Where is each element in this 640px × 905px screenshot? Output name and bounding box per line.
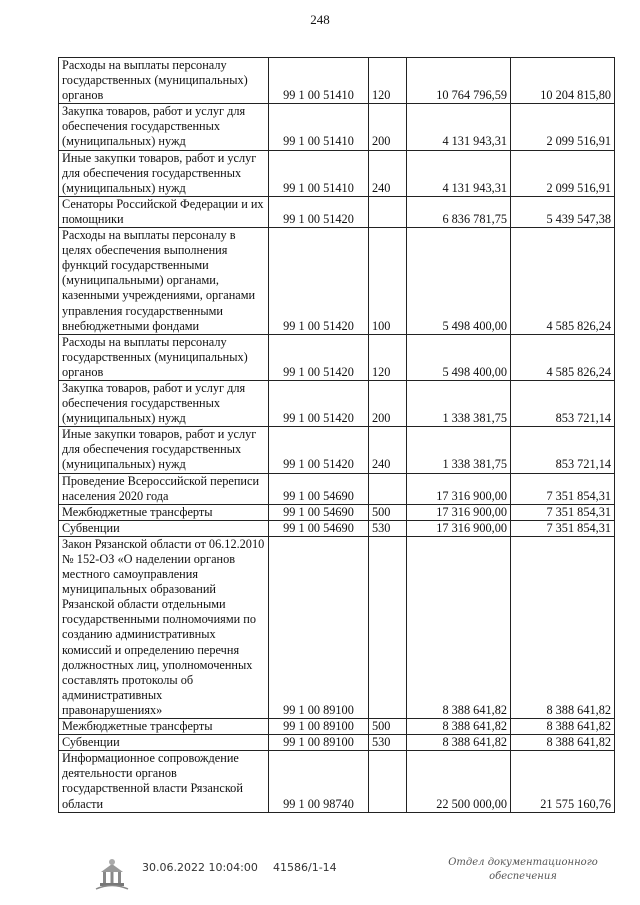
table-row <box>59 58 615 104</box>
table-row <box>59 719 615 735</box>
row-sum-2: 4 585 826,24 <box>511 334 615 380</box>
row-type: 200 <box>369 104 407 150</box>
row-type <box>369 196 407 227</box>
row-sum-1: 8 388 641,82 <box>407 719 511 735</box>
row-sum-1: 6 836 781,75 <box>407 196 511 227</box>
table-row <box>59 427 615 473</box>
row-sum-1: 17 316 900,00 <box>407 473 511 504</box>
row-sum-2: 4 585 826,24 <box>511 228 615 335</box>
row-sum-2: 8 388 641,82 <box>511 536 615 718</box>
row-name: Закупка товаров, работ и услуг для обеспечения государственных (муниципальных) нужд <box>59 380 269 426</box>
row-code: 99 1 00 51420 <box>269 380 369 426</box>
footer <box>0 852 640 902</box>
row-name: Межбюджетные трансферты <box>59 504 269 520</box>
row-sum-1: 1 338 381,75 <box>407 427 511 473</box>
row-code: 99 1 00 89100 <box>269 536 369 718</box>
row-sum-2: 8 388 641,82 <box>511 719 615 735</box>
budget-table-body <box>59 58 615 813</box>
row-type: 120 <box>369 58 407 104</box>
row-sum-2: 21 575 160,76 <box>511 751 615 812</box>
row-type: 240 <box>369 427 407 473</box>
row-sum-1: 17 316 900,00 <box>407 504 511 520</box>
row-name: Расходы на выплаты персоналу государственных (муниципальных) органов <box>59 58 269 104</box>
table-row <box>59 473 615 504</box>
row-type <box>369 751 407 812</box>
row-type: 240 <box>369 150 407 196</box>
row-sum-1: 5 498 400,00 <box>407 334 511 380</box>
row-type: 500 <box>369 719 407 735</box>
table-row <box>59 196 615 227</box>
row-name: Расходы на выплаты персоналу в целях обеспечения выполнения функций государственными (муниципальными) органами, казенными учреждениями, органами управления государственными внебюджетными фондами <box>59 228 269 335</box>
row-sum-2: 7 351 854,31 <box>511 504 615 520</box>
table-row <box>59 334 615 380</box>
row-sum-1: 4 131 943,31 <box>407 150 511 196</box>
row-type <box>369 473 407 504</box>
row-type: 530 <box>369 735 407 751</box>
row-sum-1: 8 388 641,82 <box>407 735 511 751</box>
page-number: 248 <box>310 12 330 27</box>
table-row <box>59 536 615 718</box>
row-code: 99 1 00 51410 <box>269 58 369 104</box>
row-name: Субвенции <box>59 735 269 751</box>
row-type: 530 <box>369 520 407 536</box>
row-code: 99 1 00 89100 <box>269 735 369 751</box>
row-type <box>369 536 407 718</box>
table-row <box>59 504 615 520</box>
row-name: Закон Рязанской области от 06.12.2010 № 152-ОЗ «О наделении органов местного самоуправления муниципальных образований Рязанской области отдельными государственными полномочиями по созданию административных комиссий и определению перечня должностных лиц, уполномоченных составлять протоколы об административных правонарушениях» <box>59 536 269 718</box>
row-code: 99 1 00 54690 <box>269 520 369 536</box>
row-name: Сенаторы Российской Федерации и их помощники <box>59 196 269 227</box>
row-sum-2: 2 099 516,91 <box>511 104 615 150</box>
row-name: Закупка товаров, работ и услуг для обеспечения государственных (муниципальных) нужд <box>59 104 269 150</box>
row-sum-2: 5 439 547,38 <box>511 196 615 227</box>
stamp-line-1: Отдел документационного <box>448 857 598 868</box>
row-code: 99 1 00 54690 <box>269 504 369 520</box>
row-code: 99 1 00 54690 <box>269 473 369 504</box>
row-sum-1: 10 764 796,59 <box>407 58 511 104</box>
budget-table <box>58 57 615 813</box>
row-code: 99 1 00 89100 <box>269 719 369 735</box>
row-sum-1: 17 316 900,00 <box>407 520 511 536</box>
row-sum-2: 853 721,14 <box>511 380 615 426</box>
row-code: 99 1 00 51420 <box>269 196 369 227</box>
footer-timestamp: 30.06.2022 10:04:00 <box>142 861 258 874</box>
row-name: Расходы на выплаты персоналу государственных (муниципальных) органов <box>59 334 269 380</box>
row-type: 500 <box>369 504 407 520</box>
row-type: 120 <box>369 334 407 380</box>
row-name: Проведение Всероссийской переписи населения 2020 года <box>59 473 269 504</box>
department-stamp <box>438 856 608 884</box>
row-type: 100 <box>369 228 407 335</box>
row-sum-1: 4 131 943,31 <box>407 104 511 150</box>
table-row <box>59 228 615 335</box>
row-code: 99 1 00 51410 <box>269 104 369 150</box>
row-sum-2: 2 099 516,91 <box>511 150 615 196</box>
row-code: 99 1 00 51420 <box>269 427 369 473</box>
table-row <box>59 150 615 196</box>
row-sum-2: 7 351 854,31 <box>511 473 615 504</box>
row-name: Межбюджетные трансферты <box>59 719 269 735</box>
table-row <box>59 751 615 812</box>
row-code: 99 1 00 51410 <box>269 150 369 196</box>
row-code: 99 1 00 51420 <box>269 228 369 335</box>
row-sum-1: 1 338 381,75 <box>407 380 511 426</box>
row-sum-1: 8 388 641,82 <box>407 536 511 718</box>
row-name: Субвенции <box>59 520 269 536</box>
coat-of-arms-icon <box>92 856 132 892</box>
row-sum-2: 853 721,14 <box>511 427 615 473</box>
row-name: Информационное сопровождение деятельности органов государственной власти Рязанской области <box>59 751 269 812</box>
row-code: 99 1 00 98740 <box>269 751 369 812</box>
row-name: Иные закупки товаров, работ и услуг для обеспечения государственных (муниципальных) нужд <box>59 150 269 196</box>
footer-document-id: 41586/1-14 <box>273 861 337 874</box>
row-name: Иные закупки товаров, работ и услуг для обеспечения государственных (муниципальных) нужд <box>59 427 269 473</box>
row-sum-1: 5 498 400,00 <box>407 228 511 335</box>
row-sum-2: 8 388 641,82 <box>511 735 615 751</box>
row-code: 99 1 00 51420 <box>269 334 369 380</box>
row-type: 200 <box>369 380 407 426</box>
table-row <box>59 735 615 751</box>
row-sum-2: 7 351 854,31 <box>511 520 615 536</box>
row-sum-1: 22 500 000,00 <box>407 751 511 812</box>
table-row <box>59 104 615 150</box>
stamp-line-2: обеспечения <box>489 871 557 882</box>
table-row <box>59 520 615 536</box>
table-row <box>59 380 615 426</box>
row-sum-2: 10 204 815,80 <box>511 58 615 104</box>
